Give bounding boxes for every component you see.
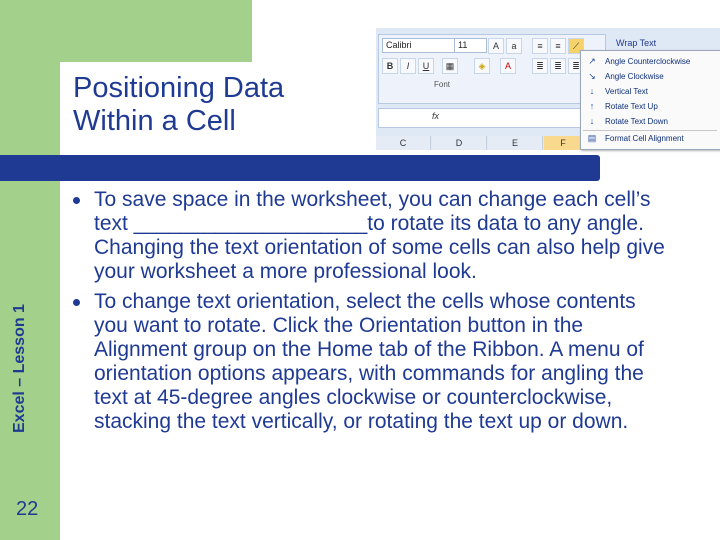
orientation-icon[interactable]: ⟋ [568, 38, 584, 54]
align-middle-icon[interactable]: ≡ [550, 38, 566, 54]
bullet-text: To save space in the worksheet, you can change each cell’s text ____________________to rotate its data to any angle. Changing the text orientation of some cells can also help give your worksheet a more professional look. [94, 188, 665, 283]
title-line-2: Within a Cell [73, 105, 236, 137]
title-line-1: Positioning Data [73, 72, 285, 104]
left-sidebar-bar [0, 0, 60, 540]
fill-color-icon[interactable]: ◈ [474, 58, 490, 74]
lesson-side-label: Excel – Lesson 1 [11, 304, 28, 433]
font-color-icon[interactable]: A [500, 58, 516, 74]
angle-counterclockwise-icon: ↗ [588, 56, 596, 66]
align-top-icon[interactable]: ≡ [532, 38, 548, 54]
column-header[interactable]: E [488, 136, 543, 150]
bold-icon[interactable]: B [382, 58, 398, 74]
menu-item-angle-clockwise[interactable]: Angle Clockwise [605, 72, 664, 81]
vertical-text-icon: ↓ [589, 86, 595, 96]
orientation-menu [580, 50, 720, 150]
menu-item-vertical-text[interactable]: Vertical Text [605, 87, 648, 96]
bullet-list [70, 188, 670, 434]
rotate-up-icon: ↑ [589, 101, 595, 111]
list-item [70, 188, 670, 284]
column-header[interactable]: D [432, 136, 487, 150]
font-size-combo[interactable]: 11 [454, 38, 487, 53]
align-center-icon[interactable]: ≣ [550, 58, 566, 74]
column-header[interactable]: C [376, 136, 431, 150]
shrink-font-icon[interactable]: a [506, 38, 522, 54]
menu-item-angle-counterclockwise[interactable]: Angle Counterclockwise [605, 57, 691, 66]
menu-divider [583, 130, 717, 131]
underline-icon[interactable]: U [418, 58, 434, 74]
menu-item-rotate-up[interactable]: Rotate Text Up [605, 102, 658, 111]
grow-font-icon[interactable]: A [488, 38, 504, 54]
fx-icon[interactable]: fx [432, 111, 440, 121]
format-alignment-icon: ▤ [587, 133, 597, 143]
align-right-icon[interactable]: ≣ [568, 58, 584, 74]
menu-item-rotate-down[interactable]: Rotate Text Down [605, 117, 668, 126]
font-group-label: Font [434, 80, 451, 89]
rotate-down-icon: ↓ [589, 116, 595, 126]
bullet-icon [73, 299, 80, 306]
angle-clockwise-icon: ↘ [588, 71, 596, 81]
slide-title [73, 72, 284, 138]
font-name-combo[interactable]: Calibri [382, 38, 455, 53]
bullet-icon [73, 197, 80, 204]
list-item [70, 290, 670, 434]
bullet-text: To change text orientation, select the cells whose contents you want to rotate. Click the Orientation button in the Alignment group on the Home tab of the Ribbon. A menu of orientation options appears, with commands for angling the text at 45-degree angles clockwise or counterclockwise, stacking the text vertically, or rotating the text up or down. [94, 290, 644, 433]
italic-icon[interactable]: I [400, 58, 416, 74]
align-left-icon[interactable]: ≣ [532, 58, 548, 74]
page-number: 22 [16, 498, 39, 520]
menu-item-format-cell-alignment[interactable]: Format Cell Alignment [605, 134, 684, 143]
borders-icon[interactable]: ▦ [442, 58, 458, 74]
title-divider-bar [0, 155, 600, 181]
column-header[interactable]: F [544, 136, 583, 150]
wrap-text-button[interactable]: Wrap Text [616, 38, 657, 48]
